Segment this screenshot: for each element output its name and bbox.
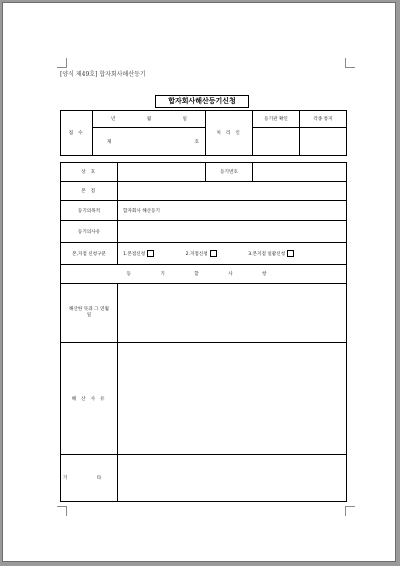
- reg-number-label: 등기번호: [206, 163, 253, 182]
- option-branch: 2.지점신청: [185, 251, 208, 257]
- crop-mark-bottom-left: [57, 506, 67, 516]
- year-label: 년: [111, 117, 116, 122]
- month-label: 월: [146, 117, 152, 122]
- head-office-checkbox[interactable]: [147, 250, 154, 257]
- receipt-date-cell[interactable]: [93, 111, 206, 128]
- trade-name-label: 상 호: [61, 163, 118, 182]
- reg-cause-label: 등기의사유: [61, 221, 118, 243]
- dissolution-reason-label: 해 산 사 유: [61, 343, 118, 455]
- dissolution-cause-label: 해산한 뜻과 그 연월일: [61, 284, 118, 343]
- branch-checkbox[interactable]: [210, 250, 217, 257]
- registrar-check-field[interactable]: [253, 128, 300, 156]
- other-label: 기 타: [61, 455, 118, 502]
- dissolution-cause-field[interactable]: [118, 284, 347, 343]
- notice-header: 각종 통지: [300, 111, 347, 128]
- option-both: 3.본지점 일괄신청: [248, 251, 286, 257]
- notice-field[interactable]: [300, 128, 347, 156]
- reg-cause-field[interactable]: [118, 221, 347, 243]
- head-office-field[interactable]: [118, 182, 347, 201]
- registrar-check-header: 등기관 확인: [253, 111, 300, 128]
- day-label: 일: [182, 117, 187, 122]
- crop-mark-bottom-right: [345, 506, 355, 516]
- trade-name-field[interactable]: [118, 163, 206, 182]
- receipt-label: 접 수: [61, 111, 93, 156]
- reg-purpose-label: 등기의목적: [61, 201, 118, 221]
- crop-mark-top-right: [345, 58, 355, 68]
- form-page: [2, 2, 396, 562]
- branch-type-label: 본,지점 신청구분: [61, 243, 118, 265]
- reg-number-field[interactable]: [253, 163, 347, 182]
- both-checkbox[interactable]: [287, 250, 294, 257]
- form-title: 합자회사해산등기신청: [155, 95, 249, 108]
- number-prefix: 제: [107, 139, 112, 145]
- crop-mark-top-left: [57, 58, 67, 68]
- branch-type-options: [118, 243, 347, 265]
- option-head-office: 1.본점신청: [123, 251, 146, 257]
- dissolution-reason-field[interactable]: [118, 343, 347, 455]
- number-suffix: 호: [194, 139, 199, 145]
- head-office-label: 본 점: [61, 182, 118, 201]
- matters-header: 등 기 할 사 항: [61, 265, 347, 284]
- other-field[interactable]: [118, 455, 347, 502]
- form-reference: [양식 제49호] 합자회사해산등기: [60, 71, 146, 78]
- application-table: [60, 162, 347, 502]
- receipt-table: [60, 110, 347, 156]
- processor-label: 처 리 인: [206, 111, 253, 156]
- reg-purpose-value: 합자회사 해산등기: [118, 201, 347, 221]
- receipt-number-cell[interactable]: [93, 128, 206, 156]
